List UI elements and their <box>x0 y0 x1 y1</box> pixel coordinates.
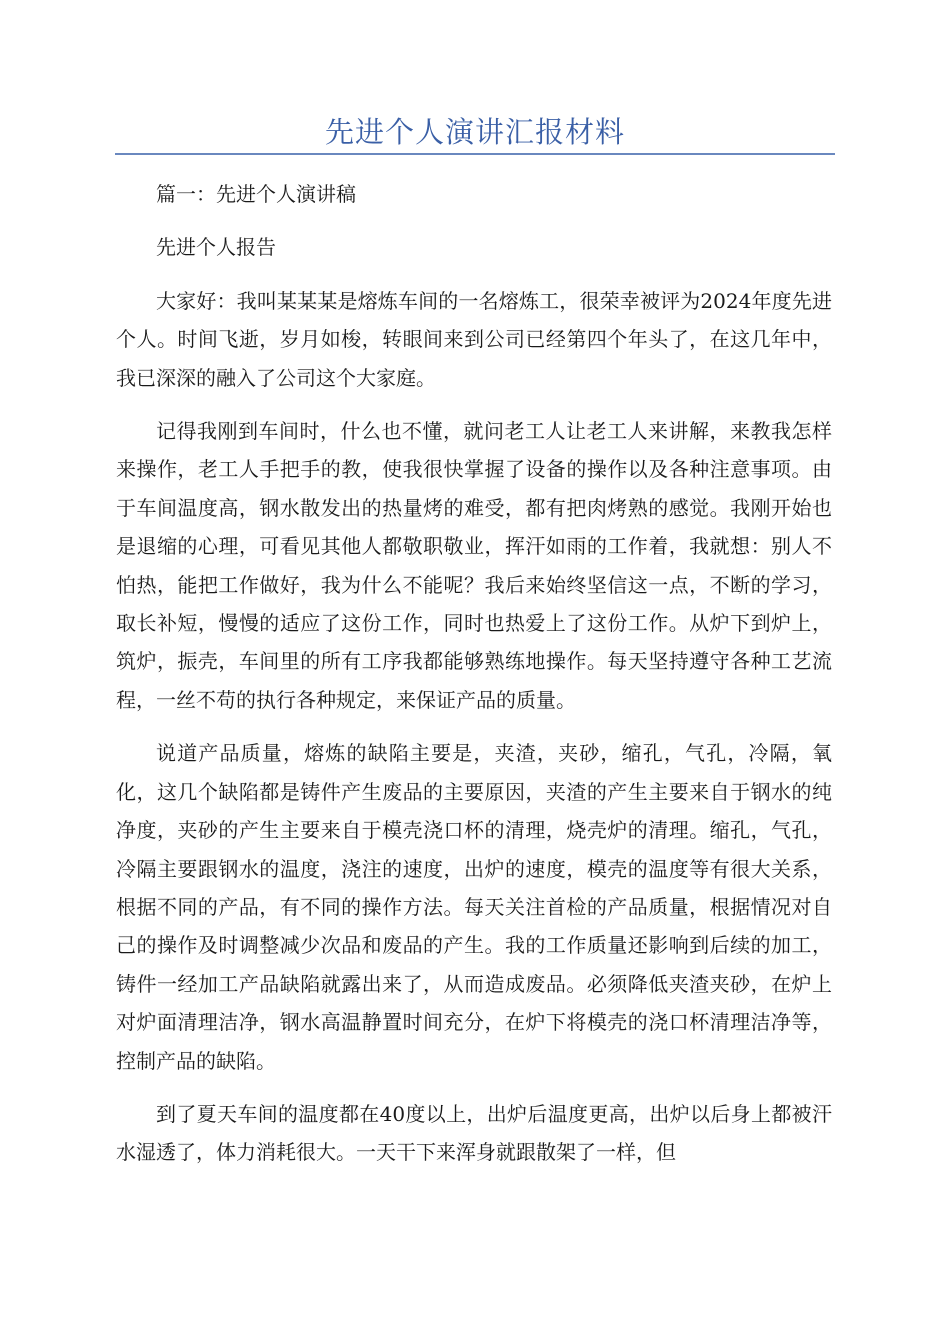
document-body <box>116 175 832 1187</box>
paragraph: 到了夏天车间的温度都在40度以上，出炉后温度更高，出炉以后身上都被汗水湿透了，体力消耗很大。一天干下来浑身就跟散架了一样，但 <box>116 1101 832 1165</box>
document-title: 先进个人演讲汇报材料 <box>324 115 625 149</box>
paragraph: 大家好：我叫某某某是熔炼车间的一名熔炼工，很荣幸被评为2024年度先进个人。时间飞逝，岁月如梭，转眼间来到公司已经第四个年头了，在这几年中，我已深深的融入了公司这个大家庭。 <box>116 288 832 390</box>
section-heading: 篇一：先进个人演讲稿 <box>156 182 356 206</box>
paragraph: 记得我刚到车间时，什么也不懂，就问老工人让老工人来讲解，来教我怎样来操作，老工人手把手的教，使我很快掌握了设备的操作以及各种注意事项。由于车间温度高，钢水散发出的热量烤的难受，都有把肉烤熟的感觉。我刚开始也是退缩的心理，可看见其他人都敬职敬业，挥汗如雨的工作着，我就想：别人不怕热，能把工作做好，我为什么不能呢？我后来始终坚信这一点，不断的学习，取长补短，慢慢的适应了这份工作，同时也热爱上了这份工作。从炉下到炉上，筑炉，振壳，车间里的所有工序我都能够熟练地操作。每天坚持遵守各种工艺流程，一丝不苟的执行各种规定，来保证产品的质量。 <box>116 419 832 712</box>
report-subtitle: 先进个人报告 <box>156 235 276 260</box>
title-underline <box>115 153 835 155</box>
paragraph: 说道产品质量，熔炼的缺陷主要是，夹渣，夹砂，缩孔，气孔，冷隔，氧化，这几个缺陷都是铸件产生废品的主要原因，夹渣的产生主要来自于钢水的纯净度，夹砂的产生主要来自于模壳浇口杯的清理，烧壳炉的清理。缩孔，气孔，冷隔主要跟钢水的温度，浇注的速度，出炉的速度，模壳的温度等有很大关系，根据不同的产品，有不同的操作方法。每天关注首检的产品质量，根据情况对自己的操作及时调整减少次品和废品的产生。我的工作质量还影响到后续的加工，铸件一经加工产品缺陷就露出来了，从而造成废品。必须降低夹渣夹砂，在炉上对炉面清理洁净，钢水高温静置时间充分，在炉下将模壳的浇口杯清理洁净等，控制产品的缺陷。 <box>116 741 832 1073</box>
